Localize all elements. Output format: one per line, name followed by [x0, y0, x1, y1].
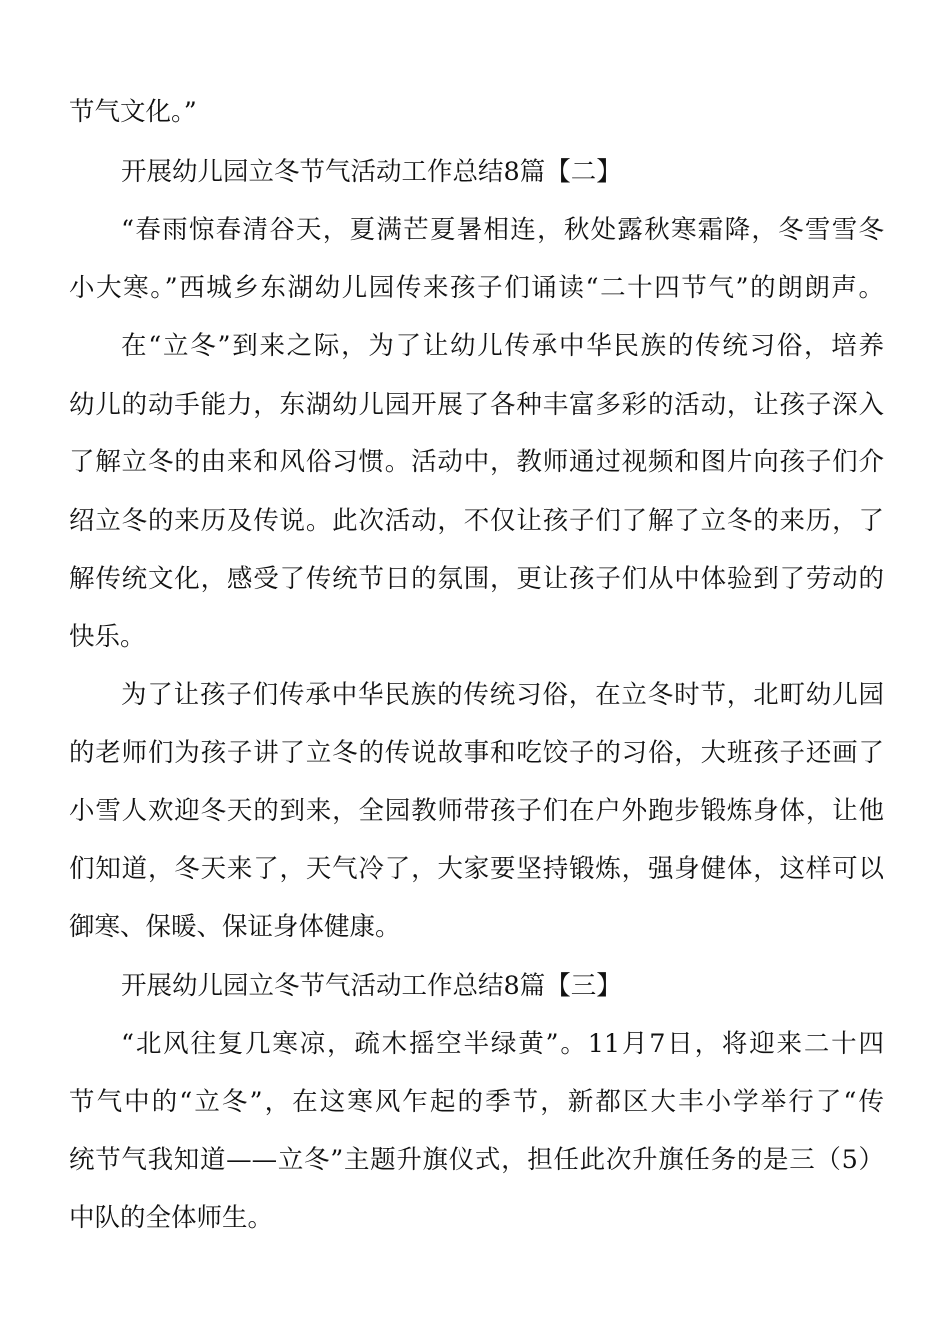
section-heading: 开展幼儿园立冬节气活动工作总结8篇【二】 — [121, 157, 622, 187]
paragraph-line: 统节气我知道——立冬”主题升旗仪式，担任此次升旗任务的是三（5） — [69, 1145, 884, 1175]
paragraph-line: 节气文化。” — [69, 97, 197, 127]
paragraph-line: 节气中的“立冬”，在这寒风乍起的季节，新都区大丰小学举行了“传 — [69, 1087, 884, 1117]
section-heading: 开展幼儿园立冬节气活动工作总结8篇【三】 — [121, 971, 622, 1001]
paragraph-line: “北风往复几寒凉，疏木摇空半绿黄”。11月7日，将迎来二十四 — [121, 1029, 884, 1059]
paragraph-line: 御寒、保暖、保证身体健康。 — [69, 912, 401, 942]
paragraph-line: “春雨惊春清谷天，夏满芒夏暑相连，秋处露秋寒霜降，冬雪雪冬 — [121, 215, 884, 245]
paragraph-line: 绍立冬的来历及传说。此次活动，不仅让孩子们了解了立冬的来历，了 — [69, 506, 884, 536]
paragraph-line: 为了让孩子们传承中华民族的传统习俗，在立冬时节，北町幼儿园 — [121, 680, 884, 710]
paragraph-line: 了解立冬的由来和风俗习惯。活动中，教师通过视频和图片向孩子们介 — [69, 447, 884, 477]
paragraph-line: 小大寒。”西城乡东湖幼儿园传来孩子们诵读“二十四节气”的朗朗声。 — [69, 273, 884, 303]
paragraph-line: 的老师们为孩子讲了立冬的传说故事和吃饺子的习俗，大班孩子还画了 — [69, 738, 884, 768]
paragraph-line: 们知道，冬天来了，天气冷了，大家要坚持锻炼，强身健体，这样可以 — [69, 854, 884, 884]
paragraph-line: 快乐。 — [69, 622, 146, 652]
paragraph-line: 解传统文化，感受了传统节日的氛围，更让孩子们从中体验到了劳动的 — [69, 564, 884, 594]
paragraph-line: 小雪人欢迎冬天的到来，全园教师带孩子们在户外跑步锻炼身体，让他 — [69, 796, 884, 826]
paragraph-line: 在“立冬”到来之际，为了让幼儿传承中华民族的传统习俗，培养 — [121, 331, 884, 361]
paragraph-line: 幼儿的动手能力，东湖幼儿园开展了各种丰富多彩的活动，让孩子深入 — [69, 390, 884, 420]
paragraph-line: 中队的全体师生。 — [69, 1203, 274, 1233]
